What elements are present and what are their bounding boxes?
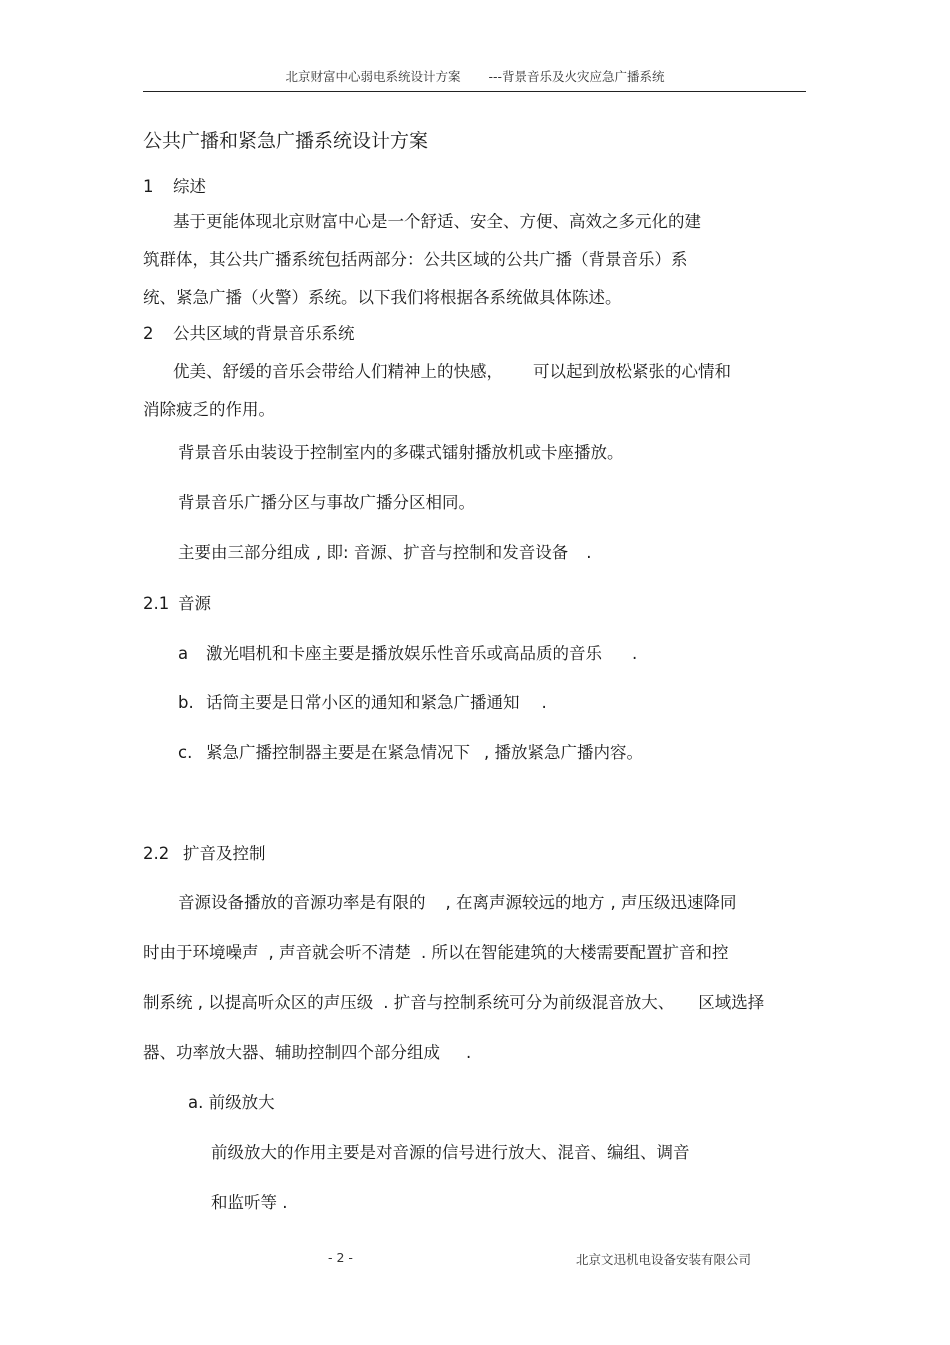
text-segment: 优美、舒缓的音乐会带给人们精神上的快感，	[173, 362, 503, 381]
paragraph-line: 前级放大的作用主要是对音源的信号进行放大、混音、编组、调音	[211, 1143, 690, 1162]
list-label: b.	[178, 693, 194, 712]
text-segment: . 所以在智能建筑的大楼需要配置扩音和控	[421, 943, 729, 962]
section-1-heading	[143, 177, 206, 197]
header-doc-title: 北京财富中心弱电系统设计方案	[285, 69, 461, 84]
page-number: - 2 -	[328, 1250, 353, 1265]
paragraph-line	[143, 943, 729, 963]
section-2-1-number: 2.1	[143, 594, 170, 613]
list-label: a	[178, 644, 189, 663]
paragraph-line: 和监听等 .	[211, 1193, 288, 1212]
header-doc-subtitle: ---背景音乐及火灾应急广播系统	[488, 69, 665, 84]
text-segment: .	[632, 644, 638, 663]
text-segment: 制系统 , 以提高听众区的声压级	[143, 993, 374, 1012]
paragraph-line: 统、紧急广播（火警）系统。以下我们将根据各系统做具体陈述。	[143, 288, 622, 307]
footer-company: 北京文迅机电设备安装有限公司	[576, 1252, 752, 1267]
paragraph-line: 背景音乐广播分区与事故广播分区相同。	[178, 493, 475, 512]
paragraph-line: 背景音乐由装设于控制室内的多碟式镭射播放机或卡座播放。	[178, 443, 624, 462]
paragraph-line	[143, 993, 764, 1013]
text-segment: 时由于环境噪声	[143, 943, 259, 962]
text-segment: 音源设备播放的音源功率是有限的	[178, 893, 426, 912]
list-text: 话筒主要是日常小区的通知和紧急广播通知	[206, 693, 520, 712]
section-2-title: 公共区域的背景音乐系统	[173, 324, 355, 343]
text-segment: .	[586, 543, 592, 562]
text-segment: .	[541, 693, 547, 712]
text-segment: 器、功率放大器、辅助控制四个部分组成	[143, 1043, 440, 1062]
text-segment: , 声压级迅速降同	[610, 893, 737, 912]
subsection-heading: a. 前级放大	[188, 1093, 275, 1112]
text-segment: , 在离声源较远的地方	[445, 893, 605, 912]
text-segment: .	[466, 1043, 472, 1062]
document-title: 公共广播和紧急广播系统设计方案	[143, 130, 429, 152]
section-2-number: 2	[143, 324, 154, 343]
section-2-2-title: 扩音及控制	[183, 844, 266, 863]
section-2-1-title: 音源	[178, 594, 211, 613]
text-segment: 区域选择	[698, 993, 765, 1012]
paragraph-line: 消除疲乏的作用。	[143, 400, 275, 419]
paragraph-line	[173, 362, 731, 382]
text-segment: 可以起到放松紧张的心情和	[533, 362, 731, 381]
list-label: c.	[178, 743, 193, 762]
text-segment: . 扩音与控制系统可分为前级混音放大、	[383, 993, 675, 1012]
page-header	[0, 67, 950, 85]
text-segment: , 声音就会听不清楚	[268, 943, 411, 962]
list-item	[178, 693, 547, 713]
list-text: 紧急广播控制器主要是在紧急情况下	[206, 743, 470, 762]
header-rule	[143, 91, 806, 92]
list-text: 激光唱机和卡座主要是播放娱乐性音乐或高品质的音乐	[206, 644, 602, 663]
section-2-heading	[143, 324, 355, 344]
list-item	[178, 743, 643, 763]
list-item	[178, 644, 637, 664]
section-2-2-number: 2.2	[143, 844, 170, 863]
paragraph-line	[178, 893, 737, 913]
section-2-2-heading	[143, 844, 266, 864]
paragraph-line: 基于更能体现北京财富中心是一个舒适、安全、方便、高效之多元化的建	[173, 212, 701, 231]
section-1-number: 1	[143, 177, 154, 196]
paragraph-line	[143, 1043, 471, 1063]
section-1-title: 综述	[173, 177, 206, 196]
text-segment: , 即: 音源、扩音与控制和发音设备	[316, 543, 569, 562]
text-segment: , 播放紧急广播内容。	[484, 743, 643, 762]
paragraph-line	[178, 543, 592, 563]
section-2-1-heading	[143, 594, 211, 614]
text-segment: 主要由三部分组成	[178, 543, 310, 562]
paragraph-line: 筑群体，其公共广播系统包括两部分：公共区域的公共广播（背景音乐）系	[143, 250, 688, 269]
